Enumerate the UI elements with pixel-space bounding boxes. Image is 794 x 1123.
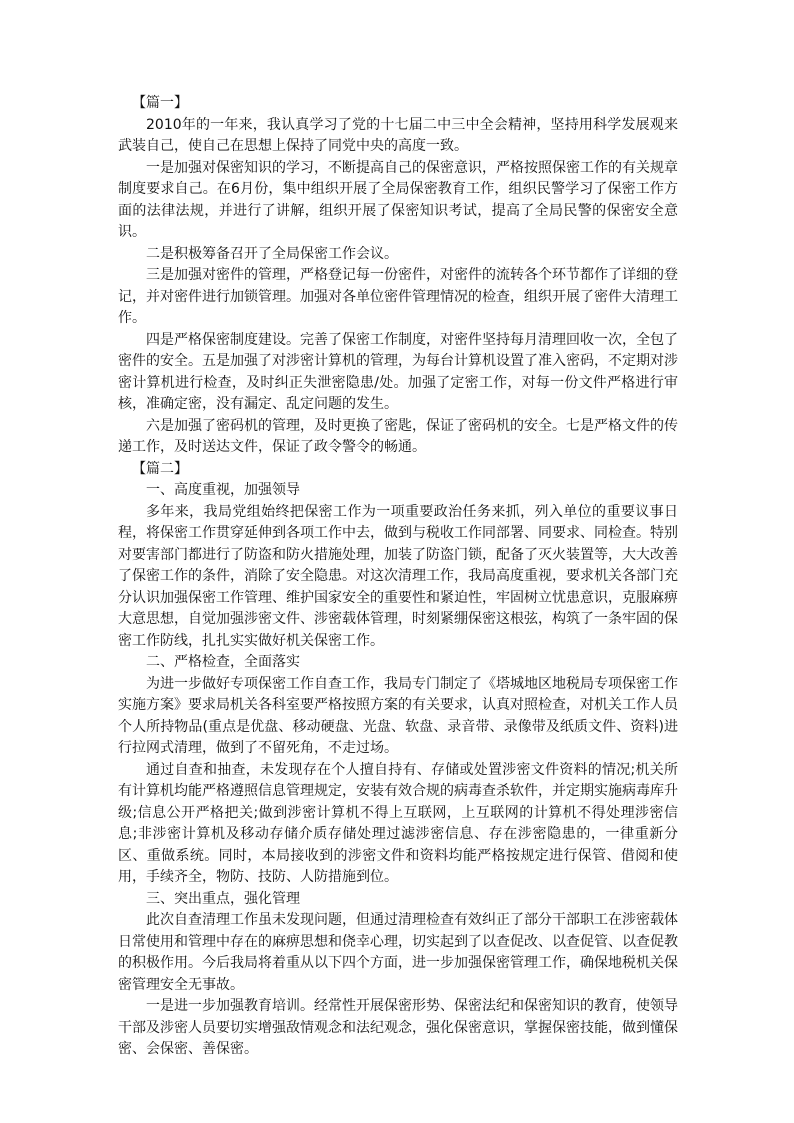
paragraph: 二是积极筹备召开了全局保密工作会议。 [146, 245, 398, 262]
paragraph: 多年来，我局党组始终把保密工作为一项重要政治任务来抓，列入单位的重要议事日程，将保密工作贯穿延伸到各项工作中去，做到与税收工作同部署、同要求、同检查。特别对要害部门都进行了防盗和防火措施处理，加装了防盗门锁，配备了灭火装置等，大大改善了保密工作的条件，消除了安全隐患。对这次清理工作，我局高度重视，要求机关各部门充分认识加强保密工作管理、维护国家安全的重要性和紧迫性，牢固树立忧患意识，克服麻痹大意思想，自觉加强涉密文件、涉密载体管理，时刻紧绷保密这根弦，构筑了一条牢固的保密工作防线，扎扎实实做好机关保密工作。 [118, 503, 678, 649]
paragraph: 通过自查和抽查，未发现存在个人擅自持有、存储或处置涉密文件资料的情况;机关所有计算机均能严格遵照信息管理规定，安装有效合规的病毒查杀软件，并定期实施病毒库升级;信息公开严格把关;做到涉密计算机不得上互联网，上互联网的计算机不得处理涉密信息;非涉密计算机及移动存储介质存储处理过滤涉密信息、存在涉密隐患的，一律重新分区、重做系统。同时，本局接收到的涉密文件和资料均能严格按规定进行保管、借阅和使用，手续齐全，物防、技防、人防措施到位。 [118, 761, 678, 885]
section-heading-1: 【篇一】 [132, 95, 188, 111]
subheading: 一、高度重视，加强领导 [146, 482, 300, 498]
subheading: 二、严格检查，全面落实 [146, 654, 300, 670]
paragraph: 2010年的一年来，我认真学习了党的十七届二中三中全会精神，坚持用科学发展观来武装自己，使自己在思想上保持了同党中央的高度一致。 [118, 116, 678, 154]
paragraph: 四是严格保密制度建设。完善了保密工作制度，对密件坚持每月清理回收一次，全包了密件的安全。五是加强了对涉密计算机的管理，为每台计算机设置了准入密码，不定期对涉密计算机进行检查，及时纠正失泄密隐患/处。加强了定密工作，对每一份文件严格进行审核，准确定密，没有漏定、乱定问题的发生。 [118, 331, 678, 412]
document-body [118, 93, 678, 1061]
paragraph: 一是加强对保密知识的学习，不断提高自己的保密意识，严格按照保密工作的有关规章制度要求自己。在6月份，集中组织开展了全局保密教育工作，组织民警学习了保密工作方面的法律法规，并进行了讲解，组织开展了保密知识考试，提高了全局民警的保密安全意识。 [118, 159, 678, 240]
paragraph: 六是加强了密码机的管理，及时更换了密匙，保证了密码机的安全。七是严格文件的传递工作，及时送达文件，保证了政令警令的畅通。 [118, 417, 678, 455]
paragraph: 为进一步做好专项保密工作自查工作，我局专门制定了《塔城地区地税局专项保密工作实施方案》要求局机关各科室要严格按照方案的有关要求，认真对照检查，对机关工作人员个人所持物品(重点是优盘、移动硬盘、光盘、软盘、录音带、录像带及纸质文件、资料)进行拉网式清理，做到了不留死角，不走过场。 [118, 675, 678, 756]
paragraph: 此次自查清理工作虽未发现问题，但通过清理检查有效纠正了部分干部职工在涉密载体日常使用和管理中存在的麻痹思想和侥幸心理，切实起到了以查促改、以查促管、以查促教的积极作用。今后我局将着重从以下四个方面，进一步加强保密管理工作，确保地税机关保密管理安全无事故。 [118, 912, 678, 993]
subheading: 三、突出重点，强化管理 [146, 890, 300, 907]
paragraph: 三是加强对密件的管理，严格登记每一份密件，对密件的流转各个环节都作了详细的登记，并对密件进行加锁管理。加强对各单位密件管理情况的检查，组织开展了密件大清理工作。 [118, 267, 678, 326]
paragraph: 一是进一步加强教育培训。经常性开展保密形势、保密法纪和保密知识的教育，使领导干部及涉密人员要切实增强敌情观念和法纪观念，强化保密意识，掌握保密技能，做到懂保密、会保密、善保密。 [118, 998, 678, 1057]
section-heading-2: 【篇二】 [132, 460, 188, 477]
